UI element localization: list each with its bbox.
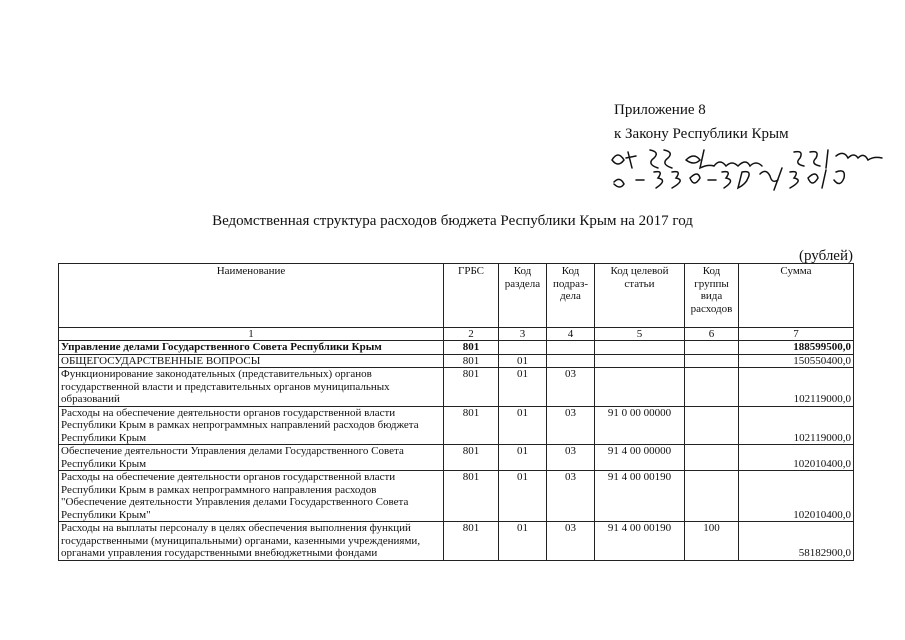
cell-subsection — [547, 354, 595, 368]
column-number-row — [59, 328, 854, 341]
cell-name: Расходы на обеспечение деятельности органов государственной власти Республики Крым в рамках непрограммного направления расходов "Обеспечение деятельности Управления делами Государственного Совета Республики Крым" — [59, 471, 444, 522]
cell-name: Функционирование законодательных (представительных) органов государственной власти и представительных органов муниципальных образований — [59, 368, 444, 407]
table-row — [59, 368, 854, 407]
cell-section: 01 — [499, 406, 547, 445]
cell-group: 100 — [685, 522, 739, 561]
cell-sum: 102010400,0 — [739, 471, 854, 522]
handwritten-signature — [606, 146, 896, 192]
cell-target — [595, 341, 685, 355]
cell-target — [595, 368, 685, 407]
cell-target — [595, 354, 685, 368]
col-header-name: Наименование — [59, 264, 444, 328]
cell-subsection: 03 — [547, 368, 595, 407]
col-header-target: Код целевой статьи — [595, 264, 685, 328]
cell-subsection — [547, 341, 595, 355]
expenditure-table — [58, 263, 854, 561]
cell-subsection: 03 — [547, 406, 595, 445]
cell-section: 01 — [499, 354, 547, 368]
cell-name: Расходы на обеспечение деятельности органов государственной власти Республики Крым в рамках непрограммных направлений расходов бюджета Республики Крым — [59, 406, 444, 445]
cell-grbs: 801 — [444, 354, 499, 368]
col-header-sum: Сумма — [739, 264, 854, 328]
cell-target: 91 4 00 00000 — [595, 445, 685, 471]
cell-grbs: 801 — [444, 471, 499, 522]
table-row — [59, 471, 854, 522]
cell-group — [685, 445, 739, 471]
cell-name: ОБЩЕГОСУДАРСТВЕННЫЕ ВОПРОСЫ — [59, 354, 444, 368]
col-number: 5 — [595, 328, 685, 341]
table-row — [59, 341, 854, 355]
cell-group — [685, 406, 739, 445]
table-row — [59, 522, 854, 561]
appendix-label: Приложение 8 — [614, 102, 706, 118]
cell-section: 01 — [499, 522, 547, 561]
cell-grbs: 801 — [444, 445, 499, 471]
table-row — [59, 445, 854, 471]
col-header-section: Код раздела — [499, 264, 547, 328]
cell-section — [499, 341, 547, 355]
col-number: 4 — [547, 328, 595, 341]
cell-section: 01 — [499, 471, 547, 522]
law-reference: к Закону Республики Крым — [614, 126, 789, 142]
table-row — [59, 406, 854, 445]
cell-grbs: 801 — [444, 406, 499, 445]
cell-sum: 102119000,0 — [739, 406, 854, 445]
table-row — [59, 354, 854, 368]
cell-group — [685, 341, 739, 355]
cell-name: Расходы на выплаты персоналу в целях обеспечения выполнения функций государственными (муниципальными) органами, казенными учреждениями, органами управления государственными внебюджетными фондами — [59, 522, 444, 561]
units-label: (рублей) — [798, 248, 853, 264]
cell-section: 01 — [499, 368, 547, 407]
cell-target: 91 0 00 00000 — [595, 406, 685, 445]
cell-grbs: 801 — [444, 341, 499, 355]
cell-subsection: 03 — [547, 471, 595, 522]
table-header-row — [59, 264, 854, 328]
cell-target: 91 4 00 00190 — [595, 522, 685, 561]
cell-grbs: 801 — [444, 522, 499, 561]
col-header-subsection: Код подраз- дела — [547, 264, 595, 328]
cell-sum: 150550400,0 — [739, 354, 854, 368]
cell-name: Управление делами Государственного Совета Республики Крым — [59, 341, 444, 355]
cell-sum: 102119000,0 — [739, 368, 854, 407]
col-number: 3 — [499, 328, 547, 341]
col-header-group: Код группы вида расходов — [685, 264, 739, 328]
cell-subsection: 03 — [547, 445, 595, 471]
col-number: 6 — [685, 328, 739, 341]
cell-sum: 58182900,0 — [739, 522, 854, 561]
cell-sum: 102010400,0 — [739, 445, 854, 471]
col-number: 2 — [444, 328, 499, 341]
col-number: 7 — [739, 328, 854, 341]
col-header-grbs: ГРБС — [444, 264, 499, 328]
cell-subsection: 03 — [547, 522, 595, 561]
cell-group — [685, 354, 739, 368]
cell-section: 01 — [499, 445, 547, 471]
cell-target: 91 4 00 00190 — [595, 471, 685, 522]
document-title: Ведомственная структура расходов бюджета Республики Крым на 2017 год — [212, 213, 693, 229]
cell-group — [685, 368, 739, 407]
col-number: 1 — [59, 328, 444, 341]
cell-grbs: 801 — [444, 368, 499, 407]
cell-name: Обеспечение деятельности Управления делами Государственного Совета Республики Крым — [59, 445, 444, 471]
cell-group — [685, 471, 739, 522]
cell-sum: 188599500,0 — [739, 341, 854, 355]
